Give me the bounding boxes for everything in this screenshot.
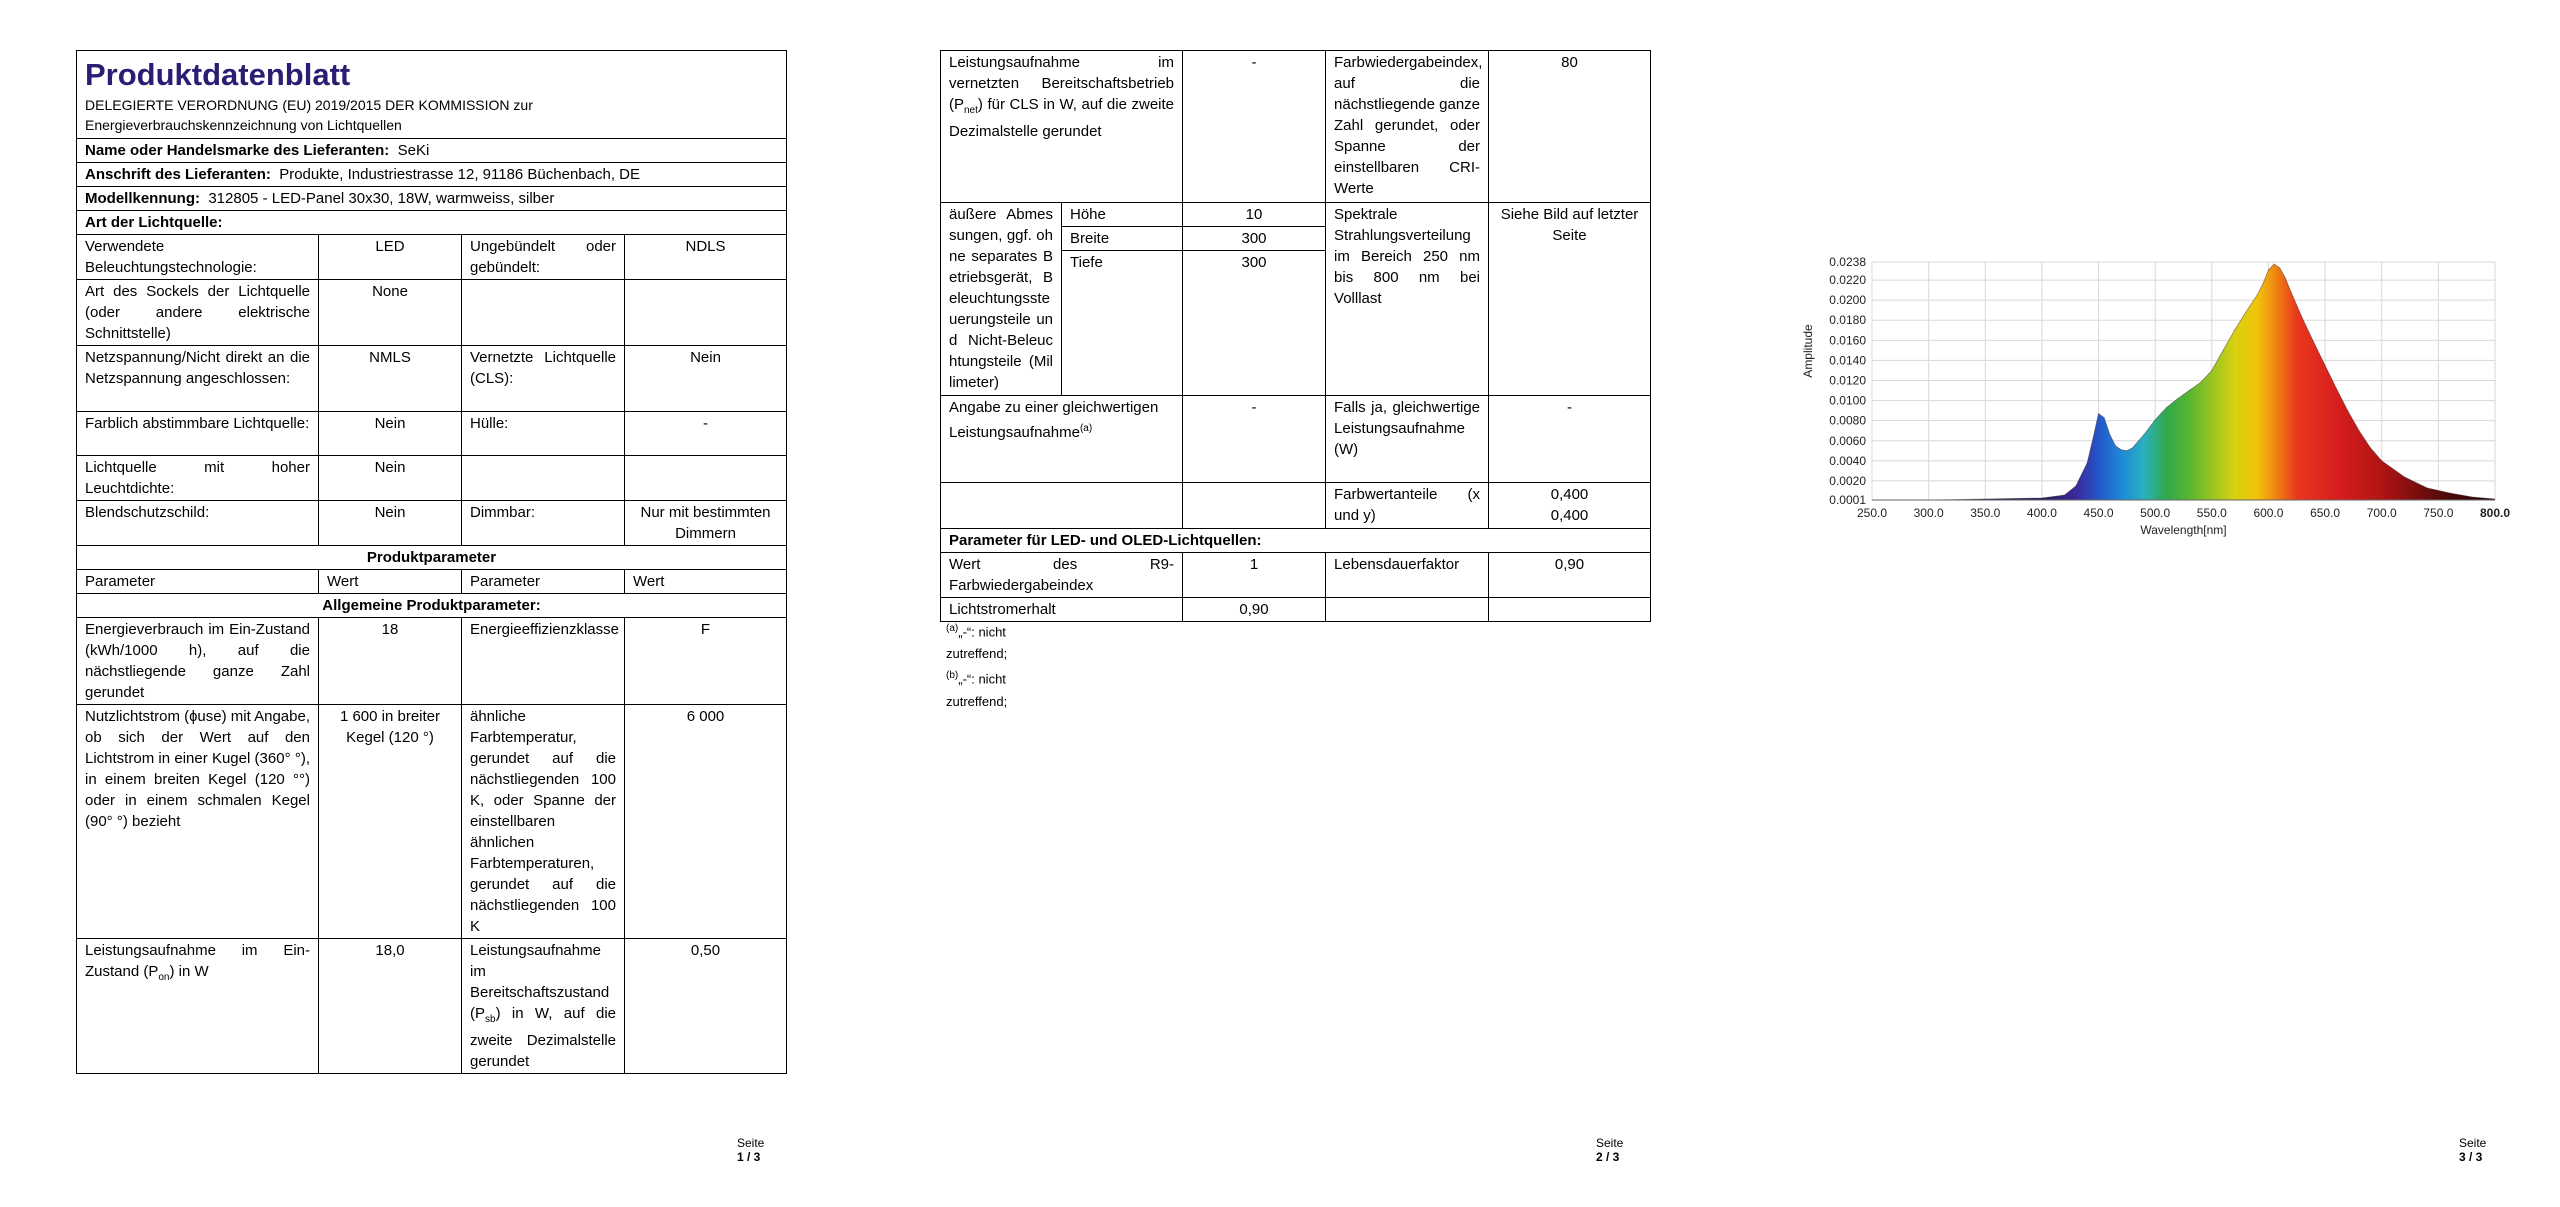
y-tick-label: 0.0160: [1829, 333, 1866, 348]
x-tick-label: 800.0: [2479, 506, 2511, 520]
table-row: [77, 235, 787, 280]
row-value: Nur mit bestimmten Dimmern: [625, 501, 787, 546]
x-tick-label: 500.0: [2140, 506, 2171, 520]
data-point: [2234, 330, 2235, 331]
table-row: [77, 456, 787, 501]
data-point: [2381, 460, 2382, 461]
efficiency-class-label: Energieeffizienzklasse: [462, 618, 625, 705]
row-value: Nein: [319, 412, 462, 456]
regulation-text: DELEGIERTE VERORDNUNG (EU) 2019/2015 DER KOMMISSION zur Energieverbrauchskennzeichnung von Lichtquellen: [85, 97, 533, 133]
table-row: [941, 483, 1651, 529]
y-tick-label: 0.0120: [1829, 373, 1866, 388]
data-point: [2098, 413, 2099, 414]
row-label: Farblich abstimmbare Lichtquelle:: [77, 412, 319, 456]
page-title: Produktdatenblatt: [85, 57, 351, 92]
data-point: [2087, 462, 2088, 463]
column-header: Parameter: [462, 570, 625, 594]
row-value: NDLS: [625, 235, 787, 280]
data-point: [2359, 430, 2360, 431]
data-point: [2104, 417, 2105, 418]
supplier-name: SeKi: [397, 142, 430, 159]
power-on-label: Leistungsaufnahme im Ein-Zustand $(P_{on})$ in W: [77, 939, 319, 1074]
x-tick-label: 550.0: [2196, 506, 2227, 520]
data-point: [2257, 295, 2258, 296]
spectral-distribution-value: Siehe Bild auf letzter Seite: [1489, 203, 1651, 396]
column-header-row: [77, 570, 787, 594]
equivalent-power-value: -: [1183, 396, 1326, 483]
lumen-maintenance-label: Lichtstromerhalt: [941, 598, 1183, 622]
row-value: Nein: [319, 501, 462, 546]
data-point: [2245, 312, 2246, 313]
x-tick-label: 250.0: [1856, 506, 1888, 520]
data-point: [2302, 318, 2303, 319]
height-label: Höhe: [1062, 203, 1183, 227]
color-temperature-value: 6 000: [625, 705, 787, 939]
x-tick-label: 600.0: [2253, 506, 2284, 520]
x-tick-label: 750.0: [2423, 506, 2454, 520]
spectral-distribution-label: Spektrale Strahlungsverteilung im Bereich 250 nm bis 800 nm bei Volllast: [1326, 203, 1489, 396]
y-tick-label: 0.0001: [1829, 493, 1866, 507]
r9-value: 1: [1183, 553, 1326, 598]
data-point: [2291, 292, 2292, 293]
y-tick-label: 0.0080: [1829, 413, 1866, 428]
row-value: LED: [319, 235, 462, 280]
table-row: [77, 280, 787, 346]
table-row: [941, 598, 1651, 622]
equivalent-power-w-label: Falls ja, gleichwertige Leistungsaufnahme (W): [1326, 396, 1489, 483]
equivalent-power-label: Angabe zu einer gleichwertigen Leistungsaufnahme$^{(a)}$: [941, 396, 1183, 483]
data-point: [2274, 263, 2275, 264]
row-label: Netzspannung/Nicht direkt an die Netzspannung angeschlossen:: [77, 346, 319, 412]
row-value: Nein: [625, 346, 787, 412]
supplier-address-label: Anschrift des Lieferanten:: [85, 166, 271, 183]
data-point: [2189, 390, 2190, 391]
height-value: 10: [1183, 203, 1326, 227]
model-identifier: 312805 - LED-Panel 30x30, 18W, warmweiss, silber: [208, 190, 555, 207]
data-point: [2121, 449, 2122, 450]
row-label: [462, 456, 625, 501]
spectral-chart-svg: [1800, 250, 2520, 550]
data-point: [2426, 487, 2427, 488]
model-label: Modellkennung:: [85, 190, 200, 207]
column-header: Wert: [319, 570, 462, 594]
page-footer: Seite 3 / 3: [2459, 1136, 2487, 1164]
color-temperature-label: ähnliche Farbtemperatur, gerundet auf die nächstliegenden 100 K, oder Spanne der einstellbaren ähnlichen Farbtemperaturen, gerundet auf die nächstliegenden 100 K: [462, 705, 625, 939]
table-row: [77, 618, 787, 705]
data-point: [2325, 365, 2326, 366]
x-tick-label: 450.0: [2083, 506, 2114, 520]
table-row: [77, 501, 787, 546]
table-row: [941, 203, 1651, 227]
column-header: Parameter: [77, 570, 319, 594]
data-point: [2223, 350, 2224, 351]
row-value: NMLS: [319, 346, 462, 412]
y-tick-label: 0.0200: [1829, 293, 1866, 308]
luminous-flux-value: 1 600 in breiter Kegel (120 °): [319, 705, 462, 939]
width-label: Breite: [1062, 227, 1183, 251]
data-point: [2064, 494, 2065, 495]
luminous-flux-label: Nutzlichtstrom (ɸuse) mit Angabe, ob sich der Wert auf den Lichtstrom in einer Kugel (360° °), in einem breiten Kegel (120 °°) oder in einem schmalen Kegel (90° °) bezieht: [77, 705, 319, 939]
data-point: [2262, 284, 2263, 285]
footnote-b: $^{(b)}$„-“: nicht zutreffend;: [946, 670, 1008, 709]
row-label: Lichtquelle mit hoher Leuchtdichte:: [77, 456, 319, 501]
data-point: [1985, 498, 1986, 499]
product-datasheet-table-page2: [940, 50, 1651, 622]
data-point: [2166, 407, 2167, 408]
row-label: Ungebündelt oder gebündelt:: [462, 235, 625, 280]
data-point: [2472, 496, 2473, 497]
footnote-a: $^{(a)}$„-“: nicht zutreffend;: [946, 623, 1008, 662]
width-value: 300: [1183, 227, 1326, 251]
table-row: [77, 412, 787, 456]
data-point: [2370, 447, 2371, 448]
supplier-address: Produkte, Industriestrasse 12, 91186 Büchenbach, DE: [279, 166, 640, 183]
table-row: [77, 939, 787, 1074]
data-point: [2132, 447, 2133, 448]
data-point: [2404, 476, 2405, 477]
row-value: [625, 456, 787, 501]
row-label: Art des Sockels der Lichtquelle (oder andere elektrische Schnittstelle): [77, 280, 319, 346]
row-label: Vernetzte Lichtquelle (CLS):: [462, 346, 625, 412]
x-tick-label: 300.0: [1913, 506, 1944, 520]
row-value: Nein: [319, 456, 462, 501]
light-source-type-header: Art der Lichtquelle:: [77, 211, 787, 235]
x-tick-label: 400.0: [2026, 506, 2057, 520]
page-footer: Seite 1 / 3: [737, 1136, 765, 1164]
data-point: [2143, 434, 2144, 435]
equivalent-power-w-value: -: [1489, 396, 1651, 483]
x-tick-label: 650.0: [2310, 506, 2341, 520]
row-label: Verwendete Beleuchtungstechnologie:: [77, 235, 319, 280]
x-axis-label: Wavelength[nm]: [2140, 523, 2227, 537]
data-point: [2109, 434, 2110, 435]
row-label: Blendschutzschild:: [77, 501, 319, 546]
power-on-value: 18,0: [319, 939, 462, 1074]
spectrum-area: [1872, 264, 2495, 500]
chromaticity-label: Farbwertanteile (x und y): [1326, 483, 1489, 529]
table-row: [941, 553, 1651, 598]
table-row: [77, 705, 787, 939]
data-point: [2115, 445, 2116, 446]
data-point: [2177, 398, 2178, 399]
table-row: [77, 346, 787, 412]
y-axis-label: Amplitude: [1801, 324, 1815, 378]
data-point: [2285, 278, 2286, 279]
row-value: -: [625, 412, 787, 456]
lifetime-factor-label: Lebensdauerfaktor: [1326, 553, 1489, 598]
cri-value: 80: [1489, 51, 1651, 203]
power-standby-label: Leistungsaufnahme im Bereitschaftszustand $(P_{sb})$ in W, auf die zweite Dezimalstelle gerundet: [462, 939, 625, 1074]
depth-value: 300: [1183, 251, 1326, 396]
y-tick-label: 0.0220: [1829, 273, 1866, 288]
chromaticity-value: 0,400 0,400: [1489, 483, 1651, 529]
supplier-name-label: Name oder Handelsmarke des Lieferanten:: [85, 142, 390, 159]
footnotes: [946, 618, 1007, 713]
data-point: [2336, 388, 2337, 389]
row-value: [625, 280, 787, 346]
data-point: [2279, 267, 2280, 268]
row-label: Hülle:: [462, 412, 625, 456]
column-header: Wert: [625, 570, 787, 594]
y-tick-label: 0.0060: [1829, 433, 1866, 448]
y-tick-label: 0.0020: [1829, 473, 1866, 488]
energy-consumption-value: 18: [319, 618, 462, 705]
networked-standby-label: Leistungsaufnahme im vernetzten Bereitschaftsbetrieb $(P_{net})$ für CLS in W, auf die zweite Dezimalstelle gerundet: [941, 51, 1183, 203]
energy-consumption-label: Energieverbrauch im Ein-Zustand (kWh/1000 h), auf die nächstliegende ganze Zahl gerundet: [77, 618, 319, 705]
data-point: [2268, 269, 2269, 270]
efficiency-class-value: F: [625, 618, 787, 705]
led-params-header: Parameter für LED- und OLED-Lichtquellen:: [941, 529, 1651, 553]
data-point: [2155, 419, 2156, 420]
data-point: [2347, 410, 2348, 411]
lumen-maintenance-value: 0,90: [1183, 598, 1326, 622]
power-standby-value: 0,50: [625, 939, 787, 1074]
depth-label: Tiefe: [1062, 251, 1183, 396]
data-point: [2075, 485, 2076, 486]
data-point: [2126, 450, 2127, 451]
data-point: [2211, 370, 2212, 371]
y-tick-label: 0.0140: [1829, 353, 1866, 368]
page-footer: Seite 2 / 3: [1596, 1136, 1624, 1164]
dimensions-label: äußere Abmessungen, ggf. ohne separates Betriebsgerät, Beleuchtungssteuerungsteile und Nicht-Beleuchtungsteile (Millimeter): [941, 203, 1062, 396]
data-point: [2494, 498, 2495, 499]
table-row: [941, 51, 1651, 203]
data-point: [2041, 497, 2042, 498]
data-point: [2313, 342, 2314, 343]
data-point: [2449, 492, 2450, 493]
row-label: [462, 280, 625, 346]
cri-label: Farbwiedergabeindex, auf die nächstliegende ganze Zahl gerundet, oder Spanne der einstellbaren CRI-Werte: [1326, 51, 1489, 203]
spectral-chart: [1800, 250, 2520, 550]
y-tick-label: 0.0180: [1829, 313, 1866, 328]
row-value: None: [319, 280, 462, 346]
y-tick-label: 0.0238: [1829, 255, 1866, 269]
y-tick-label: 0.0040: [1829, 453, 1866, 468]
lifetime-factor-value: 0,90: [1489, 553, 1651, 598]
x-tick-label: 700.0: [2366, 506, 2397, 520]
product-params-header: Produktparameter: [77, 546, 787, 570]
row-label: Dimmbar:: [462, 501, 625, 546]
r9-label: Wert des R9-Farbwiedergabeindex: [941, 553, 1183, 598]
product-datasheet-table-page1: [76, 50, 787, 1074]
networked-standby-value: -: [1183, 51, 1326, 203]
data-point: [2092, 438, 2093, 439]
x-tick-label: 350.0: [1970, 506, 2001, 520]
table-row: [941, 396, 1651, 483]
y-tick-label: 0.0100: [1829, 393, 1866, 408]
general-params-header: Allgemeine Produktparameter:: [77, 594, 787, 618]
data-point: [2200, 382, 2201, 383]
